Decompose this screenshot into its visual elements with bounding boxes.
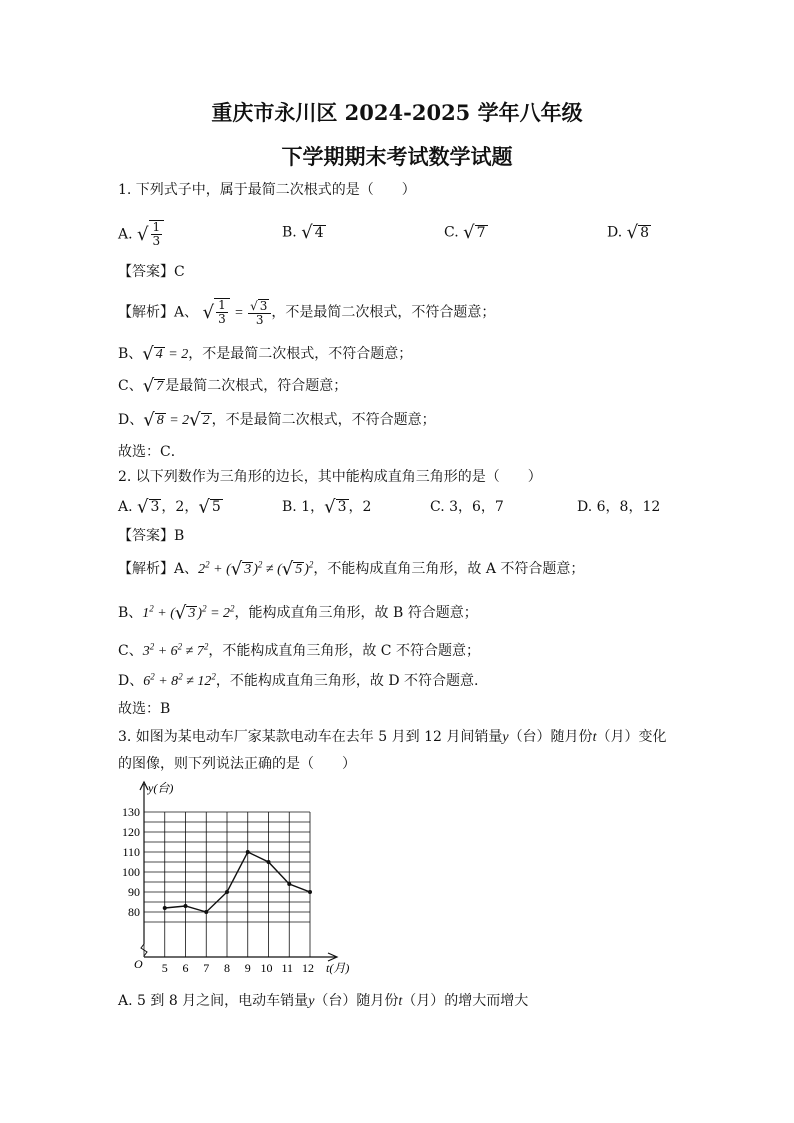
q2-option-a: A. √ 3 ，2，√ 5	[118, 496, 221, 518]
q1-analysis-a-tail: ，不是最简二次根式，不符合题意；	[271, 304, 496, 321]
q1-option-d	[607, 222, 651, 243]
sqrt-icon: √	[202, 302, 215, 324]
q3-var-t: t	[592, 730, 597, 745]
q1-a-num: 1	[152, 220, 161, 234]
sqrt-icon: √	[324, 496, 336, 518]
q1-d-prefix: D、	[118, 412, 144, 428]
q1-a-den: 3	[152, 234, 161, 249]
q2-option-a-label: A.	[118, 499, 133, 515]
q1-option-c	[444, 222, 488, 243]
q3-stem-1b: （台）随月份	[508, 729, 593, 745]
q1-analysis-c: C、√ 7 是最简二次根式，符合题意；	[118, 375, 348, 397]
x-tick-label: 12	[302, 961, 314, 975]
q2-analysis-c: C、$3^2 + 6^2 \ne 7^2$，不能构成直角三角形，故 C 不符合题意；	[118, 641, 480, 659]
sqrt-icon: √	[143, 409, 155, 431]
sqrt-icon: √	[230, 558, 243, 580]
q2-option-b: B. 1，√ 3 ，2	[282, 496, 372, 518]
q3-option-a-3: （月）的增大而增大	[402, 993, 529, 1009]
sqrt-icon: √	[174, 602, 187, 624]
x-tick-label: 9	[244, 961, 251, 975]
data-point	[163, 906, 167, 910]
q3-sales-chart	[110, 772, 370, 982]
sqrt-icon: √	[301, 222, 313, 243]
q3-stem-1c: （月）变化	[596, 729, 667, 745]
q2-choose: 故选：B	[118, 701, 171, 717]
y-tick-label: 100	[122, 865, 140, 879]
q3-stem-line-2: 的图像，则下列说法正确的是（ ）	[118, 756, 356, 772]
q1-stem: 1. 下列式子中，属于最简二次根式的是（ ）	[118, 182, 416, 198]
q1-c-tail: 是最简二次根式，符合题意；	[165, 378, 348, 394]
q2-c-prefix: C、	[118, 643, 143, 659]
q1-d-val: 8	[640, 224, 650, 241]
q1-analysis-head: 【解析】A、	[118, 304, 199, 321]
title-line-2: 下学期期末考试数学试题	[281, 144, 513, 169]
q1-analysis-b: B、√ 4 = 2，不是最简二次根式，不符合题意；	[118, 343, 413, 365]
q2-analysis-b: B、$1^2$ + (√ 3 )$^2 = 2^2$，能构成直角三角形，故 B 符合题意；	[118, 602, 478, 624]
q2-d-prefix: D、	[118, 673, 144, 689]
q3-var-y: y	[502, 730, 509, 745]
x-tick-label: 11	[281, 961, 294, 975]
q1-b-prefix: B、	[118, 346, 143, 362]
q2-b-tail: ，能构成直角三角形，故 B 符合题意；	[234, 605, 478, 621]
data-point	[308, 890, 312, 894]
y-tick-label: 120	[122, 825, 140, 839]
title-line-1: 重庆市永川区 2024-2025 学年八年级	[211, 100, 583, 125]
sqrt-icon: √	[626, 222, 639, 243]
q2-analysis-d: D、$6^2 + 8^2 \ne 12^2$，不能构成直角三角形，故 D 不符合题意.	[118, 671, 479, 689]
y-tick-label: 90	[128, 885, 140, 899]
q2-a-tail: ，不能构成直角三角形，故 A 不符合题意；	[313, 561, 585, 577]
x-tick-label: 8	[224, 961, 230, 975]
q1-option-a	[118, 220, 164, 248]
q3-option-a-var-y: y	[308, 994, 315, 1009]
data-point	[225, 890, 229, 894]
q1-analysis-d: D、√ 8 = 2√ 2 ，不是最简二次根式，不符合题意；	[118, 409, 436, 431]
q2-answer: 【答案】B	[118, 528, 185, 544]
q3-stem-line-1	[118, 726, 666, 746]
q2-d-tail: ，不能构成直角三角形，故 D 不符合题意.	[215, 673, 479, 689]
origin-label: O	[134, 957, 143, 971]
x-axis-label: t(月)	[326, 961, 350, 975]
sqrt-icon: √	[250, 298, 258, 313]
y-tick-label: 80	[128, 905, 140, 919]
x-tick-label: 5	[161, 961, 168, 975]
sqrt-icon: √	[142, 375, 155, 397]
q1-b-val: 4	[314, 224, 324, 241]
q3-option-a-var-t: t	[398, 994, 403, 1009]
data-point	[287, 882, 291, 886]
sqrt-icon: √	[137, 496, 149, 518]
q1-option-c-label: C.	[444, 224, 459, 241]
x-tick-label: 10	[260, 961, 273, 975]
q1-option-b	[282, 222, 326, 243]
sqrt-icon: √	[142, 343, 154, 365]
q2-option-b-text: B. 1，	[282, 499, 325, 515]
data-point	[204, 910, 208, 914]
q3-option-a-2: （台）随月份	[314, 993, 399, 1009]
q2-option-c: C. 3，6，7	[430, 499, 504, 515]
sqrt-icon: √	[281, 558, 294, 580]
data-point	[184, 904, 188, 908]
q1-analysis-a: 【解析】A、 √ $\frac{1}{3}$ = $\frac{√ 3}{3}$ ，不是最简二次根式，不符合题意；	[118, 298, 496, 327]
q2-option-d: D. 6，8，12	[577, 499, 661, 515]
q1-b-tail: ，不是最简二次根式，不符合题意；	[188, 346, 413, 362]
q2-analysis-head: 【解析】A、	[118, 561, 199, 577]
y-tick-label: 130	[122, 805, 140, 819]
sqrt-icon: √	[189, 409, 201, 431]
q3-option-a	[118, 990, 528, 1010]
sqrt-icon: √	[198, 496, 210, 518]
q1-choose: 故选：C．	[118, 444, 185, 460]
q1-option-b-label: B.	[282, 224, 297, 241]
data-point	[246, 850, 250, 854]
q1-d-tail: ，不是最简二次根式，不符合题意；	[211, 412, 436, 428]
q1-option-a-label: A.	[118, 226, 133, 243]
x-tick-label: 6	[182, 961, 189, 975]
q2-c-tail: ，不能构成直角三角形，故 C 不符合题意；	[208, 643, 480, 659]
q1-option-d-label: D.	[607, 224, 623, 241]
q2-b-prefix: B、	[118, 605, 143, 621]
chart-grid	[144, 812, 310, 957]
y-tick-label: 110	[122, 845, 140, 859]
x-tick-label: 7	[203, 961, 210, 975]
q2-option-b-tail: ，2	[348, 499, 372, 515]
q1-answer: 【答案】C	[118, 264, 185, 280]
sqrt-icon: √	[463, 222, 475, 243]
data-point	[267, 860, 271, 864]
q2-analysis-a: 【解析】A、$2^2$ + (√ 3 )$^2$ ≠ (√ 5 )$^2$，不能构成直角三角形，故 A 不符合题意；	[118, 558, 585, 580]
y-axis-label: y(台)	[148, 781, 174, 795]
chart-ticks	[122, 805, 314, 975]
q3-option-a-1: A. 5 到 8 月之间，电动车销量	[118, 993, 309, 1009]
q1-c-val: 7	[476, 224, 486, 241]
q1-c-prefix: C、	[118, 378, 143, 394]
q2-stem: 2. 以下列数作为三角形的边长，其中能构成直角三角形的是（ ）	[118, 469, 542, 485]
chart-axes	[140, 782, 337, 961]
sqrt-icon: √	[137, 224, 149, 246]
q3-stem-1a: 3. 如图为某电动车厂家某款电动车在去年 5 月到 12 月间销量	[118, 729, 503, 745]
